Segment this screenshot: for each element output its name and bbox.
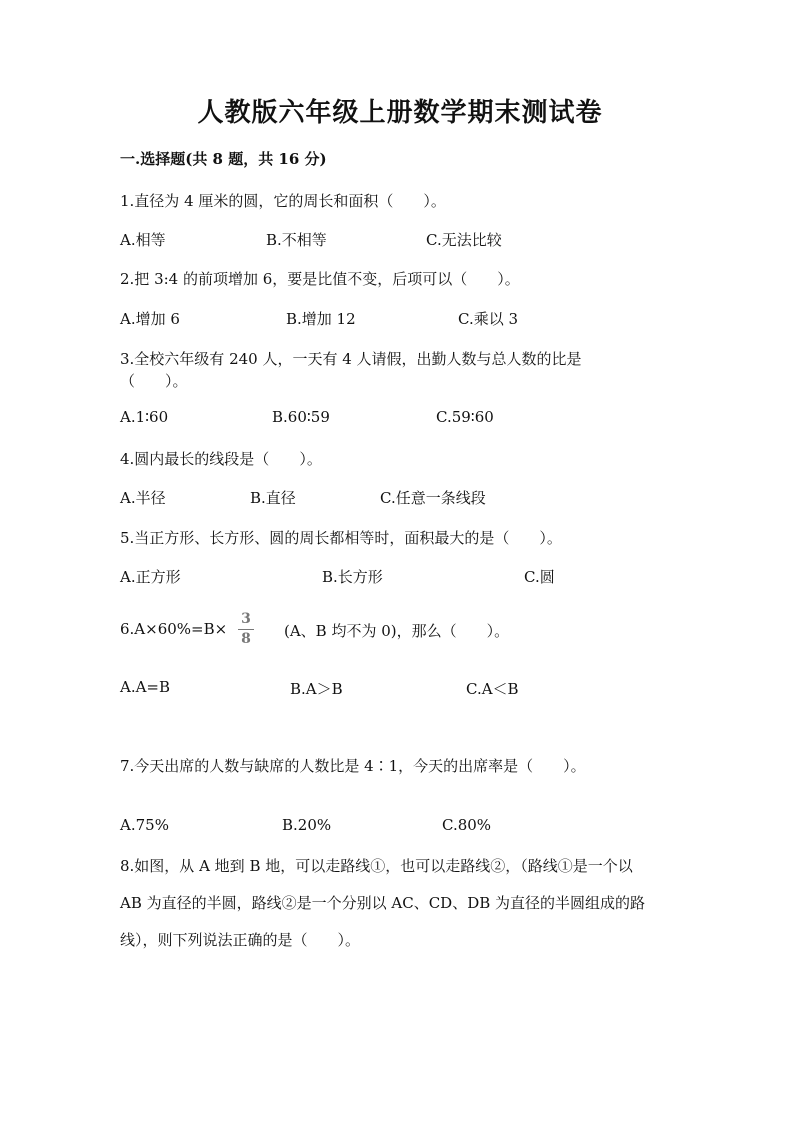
question-7: 7.今天出席的人数与缺席的人数比是 4∶1，今天的出席率是（ ）。 [120, 757, 586, 775]
question-1-option-a: A.相等 [120, 231, 166, 249]
question-5: 5.当正方形、长方形、圆的周长都相等时，面积最大的是（ ）。 [120, 529, 562, 547]
section-heading: 一.选择题(共 8 题，共 16 分) [120, 150, 327, 168]
question-1: 1.直径为 4 厘米的圆，它的周长和面积（ ）。 [120, 192, 446, 210]
question-2-option-a: A.增加 6 [120, 310, 180, 328]
question-4: 4.圆内最长的线段是（ ）。 [120, 450, 322, 468]
question-1-option-c: C.无法比较 [426, 231, 502, 249]
fraction-denominator: 8 [241, 631, 251, 647]
question-6-prefix: 6.A×60%=B× [120, 620, 228, 638]
question-6-suffix: (A、B 均不为 0)，那么（ ）。 [284, 622, 510, 640]
fraction-three-eighths [236, 612, 256, 647]
question-3-option-c: C.59∶60 [436, 408, 494, 426]
question-3-line-2: （ ）。 [120, 372, 188, 390]
question-8-line-1: 8.如图，从 A 地到 B 地，可以走路线①，也可以走路线②，（路线①是一个以 [120, 857, 633, 875]
question-4-option-c: C.任意一条线段 [380, 489, 486, 507]
question-3-option-a: A.1∶60 [120, 408, 169, 426]
question-3-line-1: 3.全校六年级有 240 人，一天有 4 人请假，出勤人数与总人数的比是 [120, 350, 582, 368]
question-2: 2.把 3:4 的前项增加 6，要是比值不变，后项可以（ ）。 [120, 270, 520, 288]
question-2-option-c: C.乘以 3 [458, 310, 519, 328]
question-7-option-a: A.75% [120, 816, 169, 834]
question-7-option-c: C.80% [442, 816, 492, 834]
question-5-option-a: A.正方形 [120, 568, 181, 586]
question-6-option-a: A.A=B [120, 678, 171, 696]
question-7-option-b: B.20% [282, 816, 332, 834]
fraction-bar [238, 629, 254, 630]
question-8-line-3: 线），则下列说法正确的是（ ）。 [120, 931, 361, 949]
question-4-option-a: A.半径 [120, 489, 166, 507]
question-5-option-b: B.长方形 [322, 568, 383, 586]
question-4-option-b: B.直径 [250, 489, 296, 507]
question-5-option-c: C.圆 [524, 568, 555, 586]
exam-title: 人教版六年级上册数学期末测试卷 [197, 98, 603, 128]
question-1-option-b: B.不相等 [266, 231, 327, 249]
question-3-option-b: B.60∶59 [272, 408, 330, 426]
fraction-numerator: 3 [241, 611, 251, 627]
question-6-option-b: B.A＞B [290, 680, 343, 698]
question-2-option-b: B.增加 12 [286, 310, 356, 328]
question-6-option-c: C.A＜B [466, 680, 519, 698]
question-8-line-2: AB 为直径的半圆，路线②是一个分别以 AC、CD、DB 为直径的半圆组成的路 [120, 894, 646, 912]
